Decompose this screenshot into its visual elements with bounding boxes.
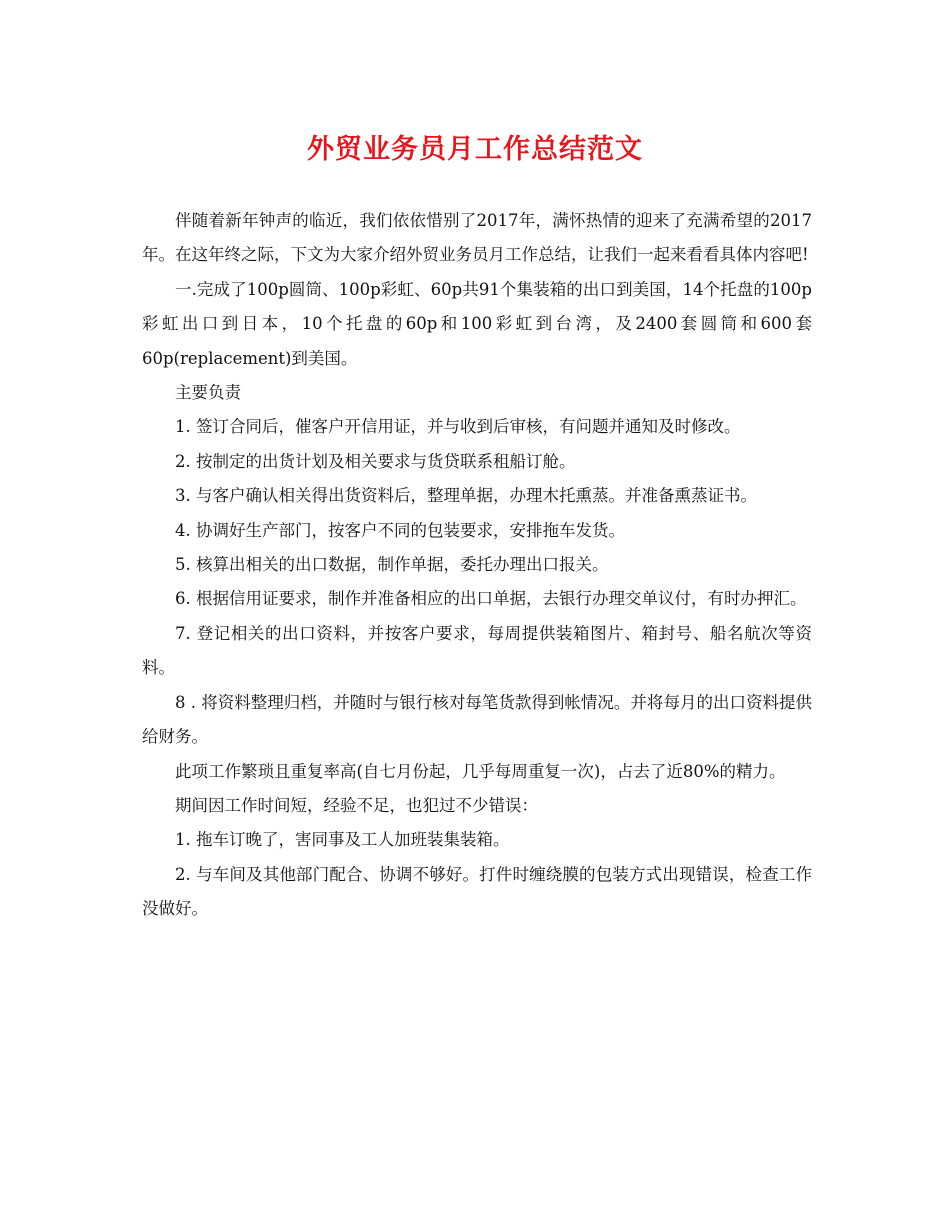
list-item-mistake-1: 1. 拖车订晚了，害同事及工人加班装集装箱。 [175, 830, 510, 850]
paragraph-heading-responsibilities: 主要负责 [175, 383, 241, 403]
paragraph-intro: 伴随着新年钟声的临近，我们依依惜别了2017年，满怀热情的迎来了充满希望的2017年。在这年终之际，下文为大家介绍外贸业务员月工作总结，让我们一起来看看具体内容吧! [142, 211, 812, 265]
list-item-responsibility-5: 5. 核算出相关的出口数据，制作单据，委托办理出口报关。 [175, 555, 609, 575]
list-item-responsibility-1: 1. 签订合同后，催客户开信用证，并与收到后审核，有问题并通知及时修改。 [175, 417, 741, 437]
paragraph-completed-work: 一.完成了100p圆筒、100p彩虹、60p共91个集装箱的出口到美国，14个托盘的100p彩虹出口到日本，10个托盘的60p和100彩虹到台湾，及2400套圆筒和600套60p(replacement)到美国。 [142, 279, 812, 368]
list-item-responsibility-2: 2. 按制定的出货计划及相关要求与货贷联系租船订舱。 [175, 451, 576, 471]
list-item-responsibility-3: 3. 与客户确认相关得出货资料后，整理单据，办理木托熏蒸。并准备熏蒸证书。 [175, 486, 757, 506]
list-item-responsibility-8: 8 . 将资料整理归档，并随时与银行核对每笔货款得到帐情况。并将每月的出口资料提供给财务。 [142, 692, 812, 747]
paragraph-workload: 此项工作繁琐且重复率高(自七月份起，几乎每周重复一次)，占去了近80%的精力。 [175, 761, 786, 781]
list-item-responsibility-7: 7. 登记相关的出口资料，并按客户要求，每周提供装箱图片、箱封号、船名航次等资料。 [142, 623, 812, 678]
document-title: 外贸业务员月工作总结范文 [307, 134, 643, 165]
list-item-mistake-2: 2. 与车间及其他部门配合、协调不够好。打件时缠绕膜的包装方式出现错误，检查工作没做好。 [142, 864, 812, 919]
paragraph-heading-mistakes: 期间因工作时间短，经验不足，也犯过不少错误： [175, 795, 538, 815]
list-item-responsibility-4: 4. 协调好生产部门，按客户不同的包装要求，安排拖车发货。 [175, 520, 625, 540]
document-body [142, 204, 812, 927]
list-item-responsibility-6: 6. 根据信用证要求，制作并准备相应的出口单据，去银行办理交单议付，有时办押汇。 [175, 589, 807, 609]
